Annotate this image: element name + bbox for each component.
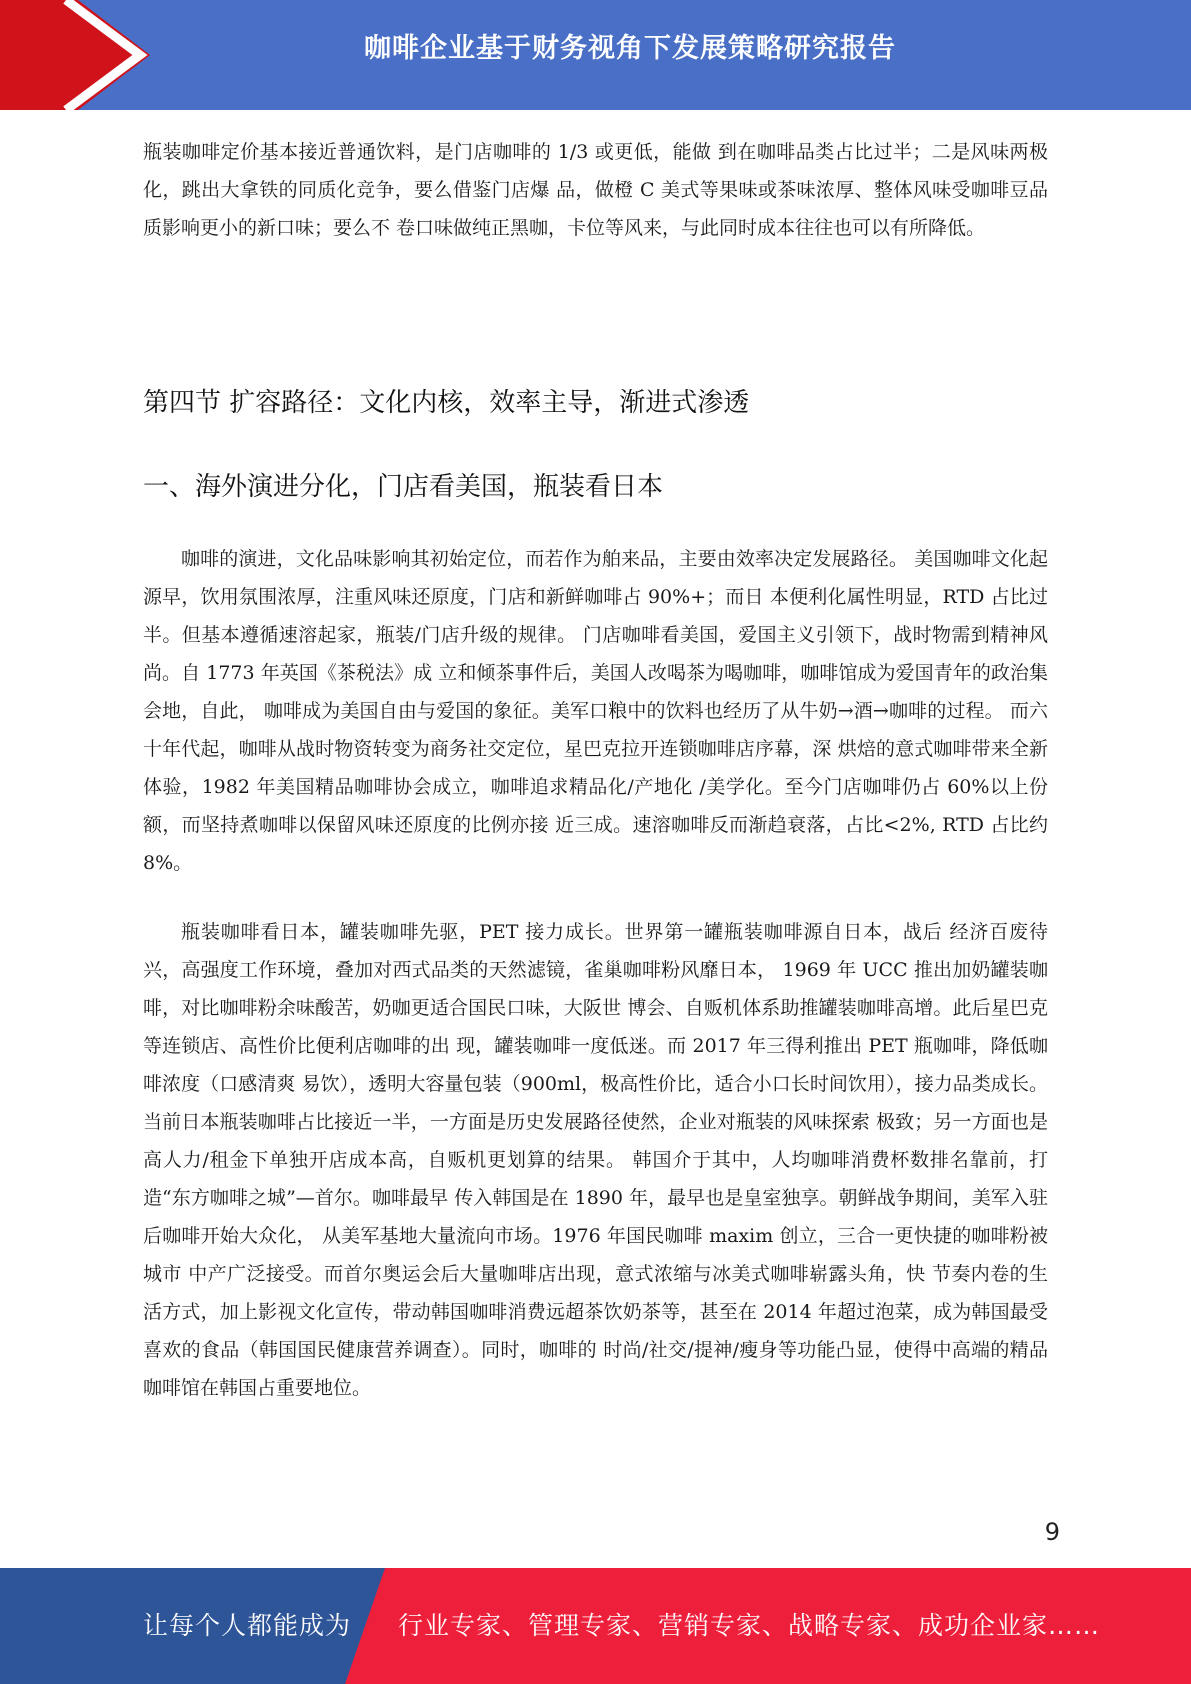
paragraph-1-block [143,540,1048,882]
paragraph-2-block [143,913,1048,1407]
page-number: 9 [1044,1518,1060,1546]
arrow-decoration-icon [0,0,160,110]
section-heading: 第四节 扩容路径：文化内核，效率主导，渐进式渗透 [143,388,750,418]
sub-heading-block [143,466,1048,503]
sub-heading: 一、海外演进分化，门店看美国，瓶装看日本 [143,472,664,502]
page-footer [0,1568,1191,1684]
footer-slogan-left: 让每个人都能成为 [143,1611,352,1640]
report-title: 咖啡企业基于财务视角下发展策略研究报告 [364,33,896,64]
paragraph-usa: 咖啡的演进，文化品味影响其初始定位，而若作为舶来品，主要由效率决定发展路径。 美国咖啡文化起源早，饮用氛围浓厚，注重风味还原度，门店和新鲜咖啡占 90%+；而日 本便利化属性明显，RTD 占比过半。但基本遵循速溶起家，瓶装/门店升级的规律。 门店咖啡看美国，爱国主义引领下，战时物需到精神风尚。自 1773 年英国《茶税法》成 立和倾茶事件后，美国人改喝茶为喝咖啡，咖啡馆成为爱国青年的政治集会地，自此， 咖啡成为美国自由与爱国的象征。美军口粮中的饮料也经历了从牛奶→酒→咖啡的过程。 而六十年代起，咖啡从战时物资转变为商务社交定位，星巴克拉开连锁咖啡店序幕，深 烘焙的意式咖啡带来全新体验，1982 年美国精品咖啡协会成立，咖啡追求精品化/产地化 /美学化。至今门店咖啡仍占 60%以上份额，而坚持煮咖啡以保留风味还原度的比例亦接 近三成。速溶咖啡反而渐趋衰落，占比<2%, RTD 占比约 8%。 [143,548,1048,874]
intro-paragraph: 瓶装咖啡定价基本接近普通饮料，是门店咖啡的 1/3 或更低，能做 到在咖啡品类占比过半；二是风味两极化，跳出大拿铁的同质化竞争，要么借鉴门店爆 品，做橙 C 美式等果味或茶味浓厚、整体风味受咖啡豆品质影响更小的新口味；要么不 卷口味做纯正黑咖，卡位等风来，与此同时成本往往也可以有所降低。 [143,141,1048,239]
intro-paragraph-block [143,133,1048,247]
section-heading-block [143,382,1048,419]
footer-slogan-right: 行业专家、管理专家、营销专家、战略专家、成功企业家…… [398,1611,1101,1640]
paragraph-japan-korea: 瓶装咖啡看日本，罐装咖啡先驱，PET 接力成长。世界第一罐瓶装咖啡源自日本，战后 经济百废待兴，高强度工作环境，叠加对西式品类的天然滤镜，雀巢咖啡粉风靡日本， 1969 年 UCC 推出加奶罐装咖啡，对比咖啡粉余味酸苦，奶咖更适合国民口味，大阪世 博会、自贩机体系助推罐装咖啡高增。此后星巴克等连锁店、高性价比便利店咖啡的出 现，罐装咖啡一度低迷。而 2017 年三得利推出 PET 瓶咖啡，降低咖啡浓度（口感清爽 易饮），透明大容量包装（900ml，极高性价比，适合小口长时间饮用），接力品类成长。 当前日本瓶装咖啡占比接近一半，一方面是历史发展路径使然，企业对瓶装的风味探索 极致；另一方面也是高人力/租金下单独开店成本高，自贩机更划算的结果。 韩国介于其中，人均咖啡消费杯数排名靠前，打造“东方咖啡之城”—首尔。咖啡最早 传入韩国是在 1890 年，最早也是皇室独享。朝鲜战争期间，美军入驻后咖啡开始大众化， 从美军基地大量流向市场。1976 年国民咖啡 maxim 创立，三合一更快捷的咖啡粉被城市 中产广泛接受。而首尔奥运会后大量咖啡店出现，意式浓缩与冰美式咖啡崭露头角，快 节奏内卷的生活方式，加上影视文化宣传，带动韩国咖啡消费远超茶饮奶茶等，甚至在 2014 年超过泡菜，成为韩国最受喜欢的食品（韩国国民健康营养调查）。同时，咖啡的 时尚/社交/提神/瘦身等功能凸显，使得中高端的精品咖啡馆在韩国占重要地位。 [143,921,1048,1399]
page-header [0,0,1191,110]
